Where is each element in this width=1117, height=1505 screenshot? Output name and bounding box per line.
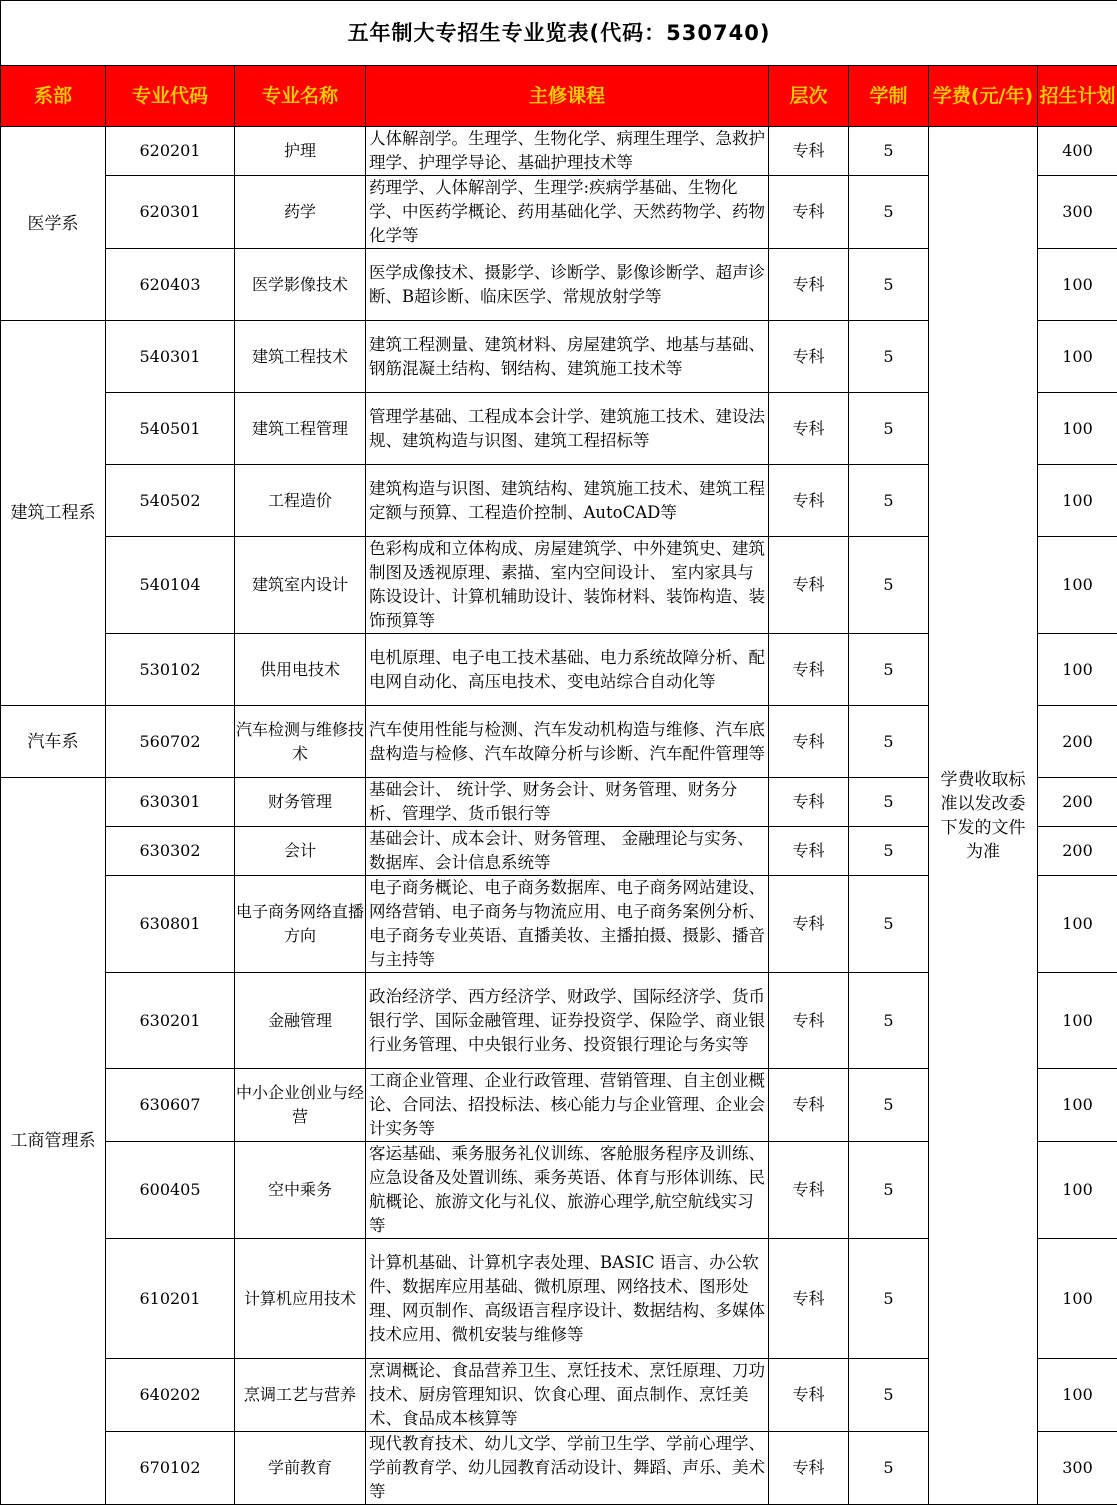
major-code: 610201: [106, 1239, 235, 1359]
major-level: 专科: [769, 321, 849, 393]
header-code: 专业代码: [106, 66, 235, 127]
major-years: 5: [849, 249, 929, 321]
major-code: 630301: [106, 778, 235, 827]
major-code: 540502: [106, 465, 235, 537]
major-name: 供用电技术: [235, 634, 366, 706]
major-years: 5: [849, 827, 929, 876]
major-plan: 300: [1038, 1432, 1117, 1505]
major-plan: 100: [1038, 634, 1117, 706]
major-years: 5: [849, 778, 929, 827]
major-name: 医学影像技术: [235, 249, 366, 321]
header-plan: 招生计划: [1038, 66, 1117, 127]
header-name: 专业名称: [235, 66, 366, 127]
major-level: 专科: [769, 827, 849, 876]
major-years: 5: [849, 176, 929, 249]
major-courses: 色彩构成和立体构成、房屋建筑学、中外建筑史、建筑制图及透视原理、素描、室内空间设计、 室内家具与陈设设计、计算机辅助设计、装饰材料、装饰构造、装饰预算等: [366, 537, 769, 634]
major-name: 汽车检测与维修技术: [235, 706, 366, 778]
major-years: 5: [849, 973, 929, 1069]
major-courses: 工商企业管理、企业行政管理、营销管理、自主创业概论、合同法、招投标法、核心能力与企业管理、企业会计实务等: [366, 1069, 769, 1142]
major-name: 烹调工艺与营养: [235, 1359, 366, 1432]
header-years: 学制: [849, 66, 929, 127]
major-name: 建筑工程技术: [235, 321, 366, 393]
major-level: 专科: [769, 778, 849, 827]
dept-cell: 工商管理系: [1, 778, 106, 1505]
major-name: 计算机应用技术: [235, 1239, 366, 1359]
major-plan: 100: [1038, 465, 1117, 537]
major-code: 620403: [106, 249, 235, 321]
major-code: 630201: [106, 973, 235, 1069]
major-plan: 100: [1038, 321, 1117, 393]
fee-note: 学费收取标准以发改委下发的文件为准: [929, 127, 1038, 1505]
major-courses: 客运基础、乘务服务礼仪训练、客舱服务程序及训练、应急设备及处置训练、乘务英语、体育与形体训练、民航概论、旅游文化与礼仪、旅游心理学,航空航线实习等: [366, 1142, 769, 1239]
major-years: 5: [849, 1069, 929, 1142]
major-courses: 人体解剖学。生理学、生物化学、病理生理学、急救护理学、护理学导论、基础护理技术等: [366, 127, 769, 176]
major-years: 5: [849, 1142, 929, 1239]
major-courses: 基础会计、成本会计、财务管理、 金融理论与实务、 数据库、会计信息系统等: [366, 827, 769, 876]
major-plan: 100: [1038, 1239, 1117, 1359]
major-plan: 100: [1038, 1069, 1117, 1142]
major-name: 中小企业创业与经营: [235, 1069, 366, 1142]
major-plan: 100: [1038, 393, 1117, 465]
major-level: 专科: [769, 127, 849, 176]
major-code: 540301: [106, 321, 235, 393]
major-plan: 100: [1038, 876, 1117, 973]
table-row: [1, 127, 1117, 176]
major-code: 640202: [106, 1359, 235, 1432]
major-years: 5: [849, 537, 929, 634]
major-courses: 电机原理、电子电工技术基础、电力系统故障分析、配电网自动化、高压电技术、变电站综合自动化等: [366, 634, 769, 706]
header-fee: 学费(元/年): [929, 66, 1038, 127]
major-level: 专科: [769, 634, 849, 706]
major-years: 5: [849, 393, 929, 465]
major-plan: 400: [1038, 127, 1117, 176]
major-level: 专科: [769, 1142, 849, 1239]
major-years: 5: [849, 706, 929, 778]
major-courses: 建筑构造与识图、建筑结构、建筑施工技术、建筑工程定额与预算、工程造价控制、AutoCAD等: [366, 465, 769, 537]
major-courses: 医学成像技术、摄影学、诊断学、影像诊断学、超声诊断、B超诊断、临床医学、常规放射学等: [366, 249, 769, 321]
major-name: 空中乘务: [235, 1142, 366, 1239]
major-level: 专科: [769, 1432, 849, 1505]
dept-cell: 医学系: [1, 127, 106, 321]
major-level: 专科: [769, 973, 849, 1069]
major-code: 530102: [106, 634, 235, 706]
major-name: 电子商务网络直播方向: [235, 876, 366, 973]
major-name: 学前教育: [235, 1432, 366, 1505]
major-courses: 药理学、人体解剖学、生理学:疾病学基础、生物化学、中医药学概论、药用基础化学、天然药物学、药物化学等: [366, 176, 769, 249]
major-plan: 100: [1038, 1359, 1117, 1432]
major-courses: 烹调概论、食品营养卫生、烹饪技术、烹饪原理、刀功技术、厨房管理知识、饮食心理、面点制作、烹饪美术、食品成本核算等: [366, 1359, 769, 1432]
major-years: 5: [849, 321, 929, 393]
major-code: 670102: [106, 1432, 235, 1505]
major-years: 5: [849, 1239, 929, 1359]
major-code: 630302: [106, 827, 235, 876]
major-years: 5: [849, 876, 929, 973]
major-level: 专科: [769, 706, 849, 778]
major-years: 5: [849, 127, 929, 176]
major-years: 5: [849, 1359, 929, 1432]
major-plan: 200: [1038, 778, 1117, 827]
major-level: 专科: [769, 876, 849, 973]
major-name: 财务管理: [235, 778, 366, 827]
major-code: 630801: [106, 876, 235, 973]
major-code: 560702: [106, 706, 235, 778]
major-name: 建筑工程管理: [235, 393, 366, 465]
major-level: 专科: [769, 393, 849, 465]
page-title: 五年制大专招生专业览表(代码：530740): [1, 1, 1117, 66]
major-level: 专科: [769, 1069, 849, 1142]
major-plan: 100: [1038, 537, 1117, 634]
major-years: 5: [849, 1432, 929, 1505]
major-level: 专科: [769, 465, 849, 537]
major-name: 药学: [235, 176, 366, 249]
major-courses: 管理学基础、工程成本会计学、建筑施工技术、建设法规、建筑构造与识图、建筑工程招标等: [366, 393, 769, 465]
major-code: 620301: [106, 176, 235, 249]
major-level: 专科: [769, 537, 849, 634]
dept-cell: 建筑工程系: [1, 321, 106, 706]
major-name: 护理: [235, 127, 366, 176]
major-years: 5: [849, 634, 929, 706]
major-courses: 电子商务概论、电子商务数据库、电子商务网站建设、网络营销、电子商务与物流应用、电子商务案例分析、电子商务专业英语、直播美妆、主播拍摄、摄影、播音与主持等: [366, 876, 769, 973]
major-level: 专科: [769, 249, 849, 321]
major-plan: 100: [1038, 973, 1117, 1069]
major-name: 工程造价: [235, 465, 366, 537]
major-courses: 基础会计、 统计学、财务会计、财务管理、财务分析、管理学、货币银行等: [366, 778, 769, 827]
major-courses: 政治经济学、西方经济学、财政学、国际经济学、货币银行学、国际金融管理、证券投资学、保险学、商业银行业务管理、中央银行业务、投资银行理论与务实等: [366, 973, 769, 1069]
major-courses: 建筑工程测量、建筑材料、房屋建筑学、地基与基础、钢筋混凝土结构、钢结构、建筑施工技术等: [366, 321, 769, 393]
major-code: 600405: [106, 1142, 235, 1239]
major-name: 建筑室内设计: [235, 537, 366, 634]
major-courses: 计算机基础、计算机字表处理、BASIC 语言、办公软件、数据库应用基础、微机原理、网络技术、图形处理、网页制作、高级语言程序设计、数据结构、多媒体技术应用、微机安装与维修等: [366, 1239, 769, 1359]
major-code: 540104: [106, 537, 235, 634]
header-row: [1, 66, 1117, 127]
major-name: 金融管理: [235, 973, 366, 1069]
major-code: 630607: [106, 1069, 235, 1142]
major-plan: 200: [1038, 827, 1117, 876]
header-level: 层次: [769, 66, 849, 127]
major-code: 620201: [106, 127, 235, 176]
major-level: 专科: [769, 1239, 849, 1359]
major-level: 专科: [769, 1359, 849, 1432]
major-plan: 100: [1038, 1142, 1117, 1239]
major-years: 5: [849, 465, 929, 537]
major-plan: 200: [1038, 706, 1117, 778]
header-courses: 主修课程: [366, 66, 769, 127]
header-dept: 系部: [1, 66, 106, 127]
major-code: 540501: [106, 393, 235, 465]
dept-cell: 汽车系: [1, 706, 106, 778]
major-courses: 汽车使用性能与检测、汽车发动机构造与维修、汽车底盘构造与检修、汽车故障分析与诊断、汽车配件管理等: [366, 706, 769, 778]
major-name: 会计: [235, 827, 366, 876]
major-courses: 现代教育技术、幼儿文学、学前卫生学、学前心理学、学前教育学、幼儿园教育活动设计、舞蹈、声乐、美术等: [366, 1432, 769, 1505]
major-plan: 300: [1038, 176, 1117, 249]
major-plan: 100: [1038, 249, 1117, 321]
major-level: 专科: [769, 176, 849, 249]
